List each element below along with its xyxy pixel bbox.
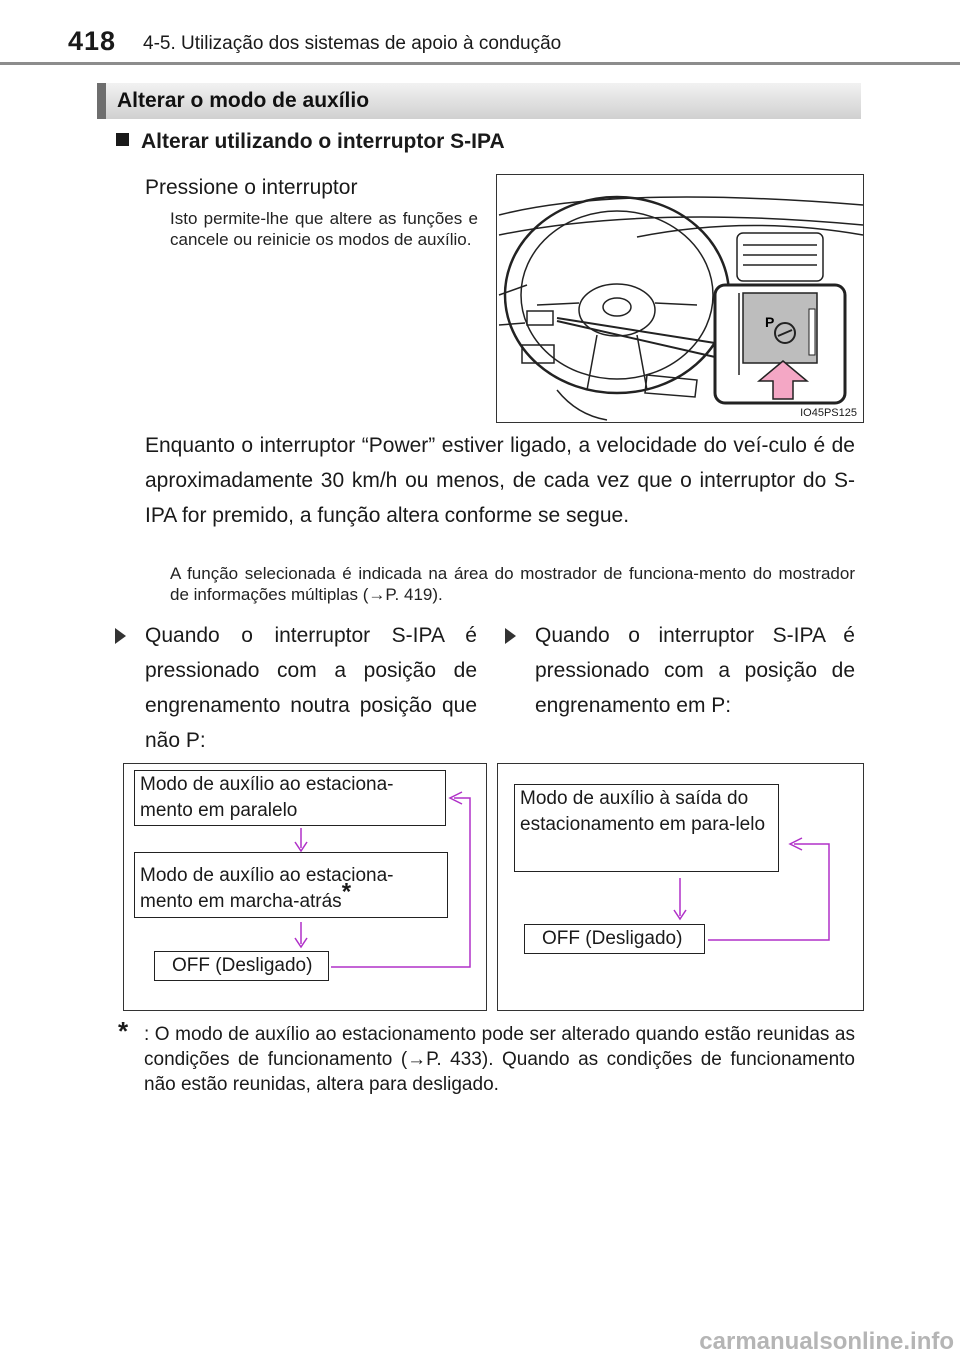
subsection-heading (116, 130, 505, 154)
figure-code: IO45PS125 (800, 407, 857, 419)
press-note: Isto permite-lhe que altere as funções e cancele ou reinicie os modos de auxílio. (170, 209, 478, 249)
speed-paragraph: Enquanto o interruptor “Power” estiver ligado, a velocidade do veí-culo é de aproximadamente 30 km/h ou menos, de cada vez que o interruptor do S-IPA for premido, a função altera conforme se segue. (145, 434, 855, 527)
footnote-text: : O modo de auxílio ao estacionamento pode ser alterado quando estão reunidas as condições de funcionamento (→P. 433). Quando as condições de funcionamento não estão reunidas, altera para desligado. (144, 1024, 855, 1095)
case-park-gear (535, 618, 855, 723)
triangle-bullet-icon (115, 628, 126, 644)
section-tab (97, 83, 106, 119)
dashboard-illustration (497, 175, 863, 422)
case-other-gear (145, 618, 477, 758)
case-park-gear-text: Quando o interruptor S-IPA é pressionado com a posição de engrenamento em P: (535, 624, 855, 717)
square-bullet-icon (116, 133, 129, 146)
press-instruction: Pressione o interruptor (145, 176, 358, 199)
speed-note: A função selecionada é indicada na área do mostrador de funciona-mento do mostrador de informações múltiplas (→P. 419). (170, 564, 855, 604)
steering-wheel-figure (496, 174, 864, 423)
footnote (118, 1016, 855, 1097)
case-other-gear-text: Quando o interruptor S-IPA é pressionado com a posição de engrenamento noutra posição que não P: (145, 624, 477, 752)
footnote-mark: * (341, 878, 352, 906)
mode-box-off: OFF (Desligado) (154, 951, 329, 981)
subsection-title: Alterar utilizando o interruptor S-IPA (141, 130, 505, 153)
footnote-star: * (118, 1016, 129, 1046)
mode-box-reverse-text: Modo de auxílio ao estaciona-mento em marcha-atrás (140, 865, 394, 912)
right-flow-arrows (498, 764, 863, 1010)
chapter-title: 4-5. Utilização dos sistemas de apoio à condução (143, 33, 562, 54)
watermark: carmanualsonline.info (699, 1328, 954, 1355)
mode-diagram-left (123, 763, 487, 1011)
left-flow-arrows (124, 764, 486, 1010)
triangle-bullet-icon (505, 628, 516, 644)
header-rule (0, 62, 960, 65)
section-header (97, 83, 861, 119)
section-title: Alterar o modo de auxílio (117, 89, 370, 112)
mode-diagram-right (497, 763, 864, 1011)
mode-box-parallel: Modo de auxílio ao estaciona-mento em paralelo (134, 770, 446, 826)
svg-text:P: P (765, 314, 775, 330)
page-number: 418 (68, 26, 117, 56)
mode-box-exit: Modo de auxílio à saída do estacionamento em para-lelo (514, 784, 779, 872)
mode-box-off-right: OFF (Desligado) (524, 924, 705, 954)
